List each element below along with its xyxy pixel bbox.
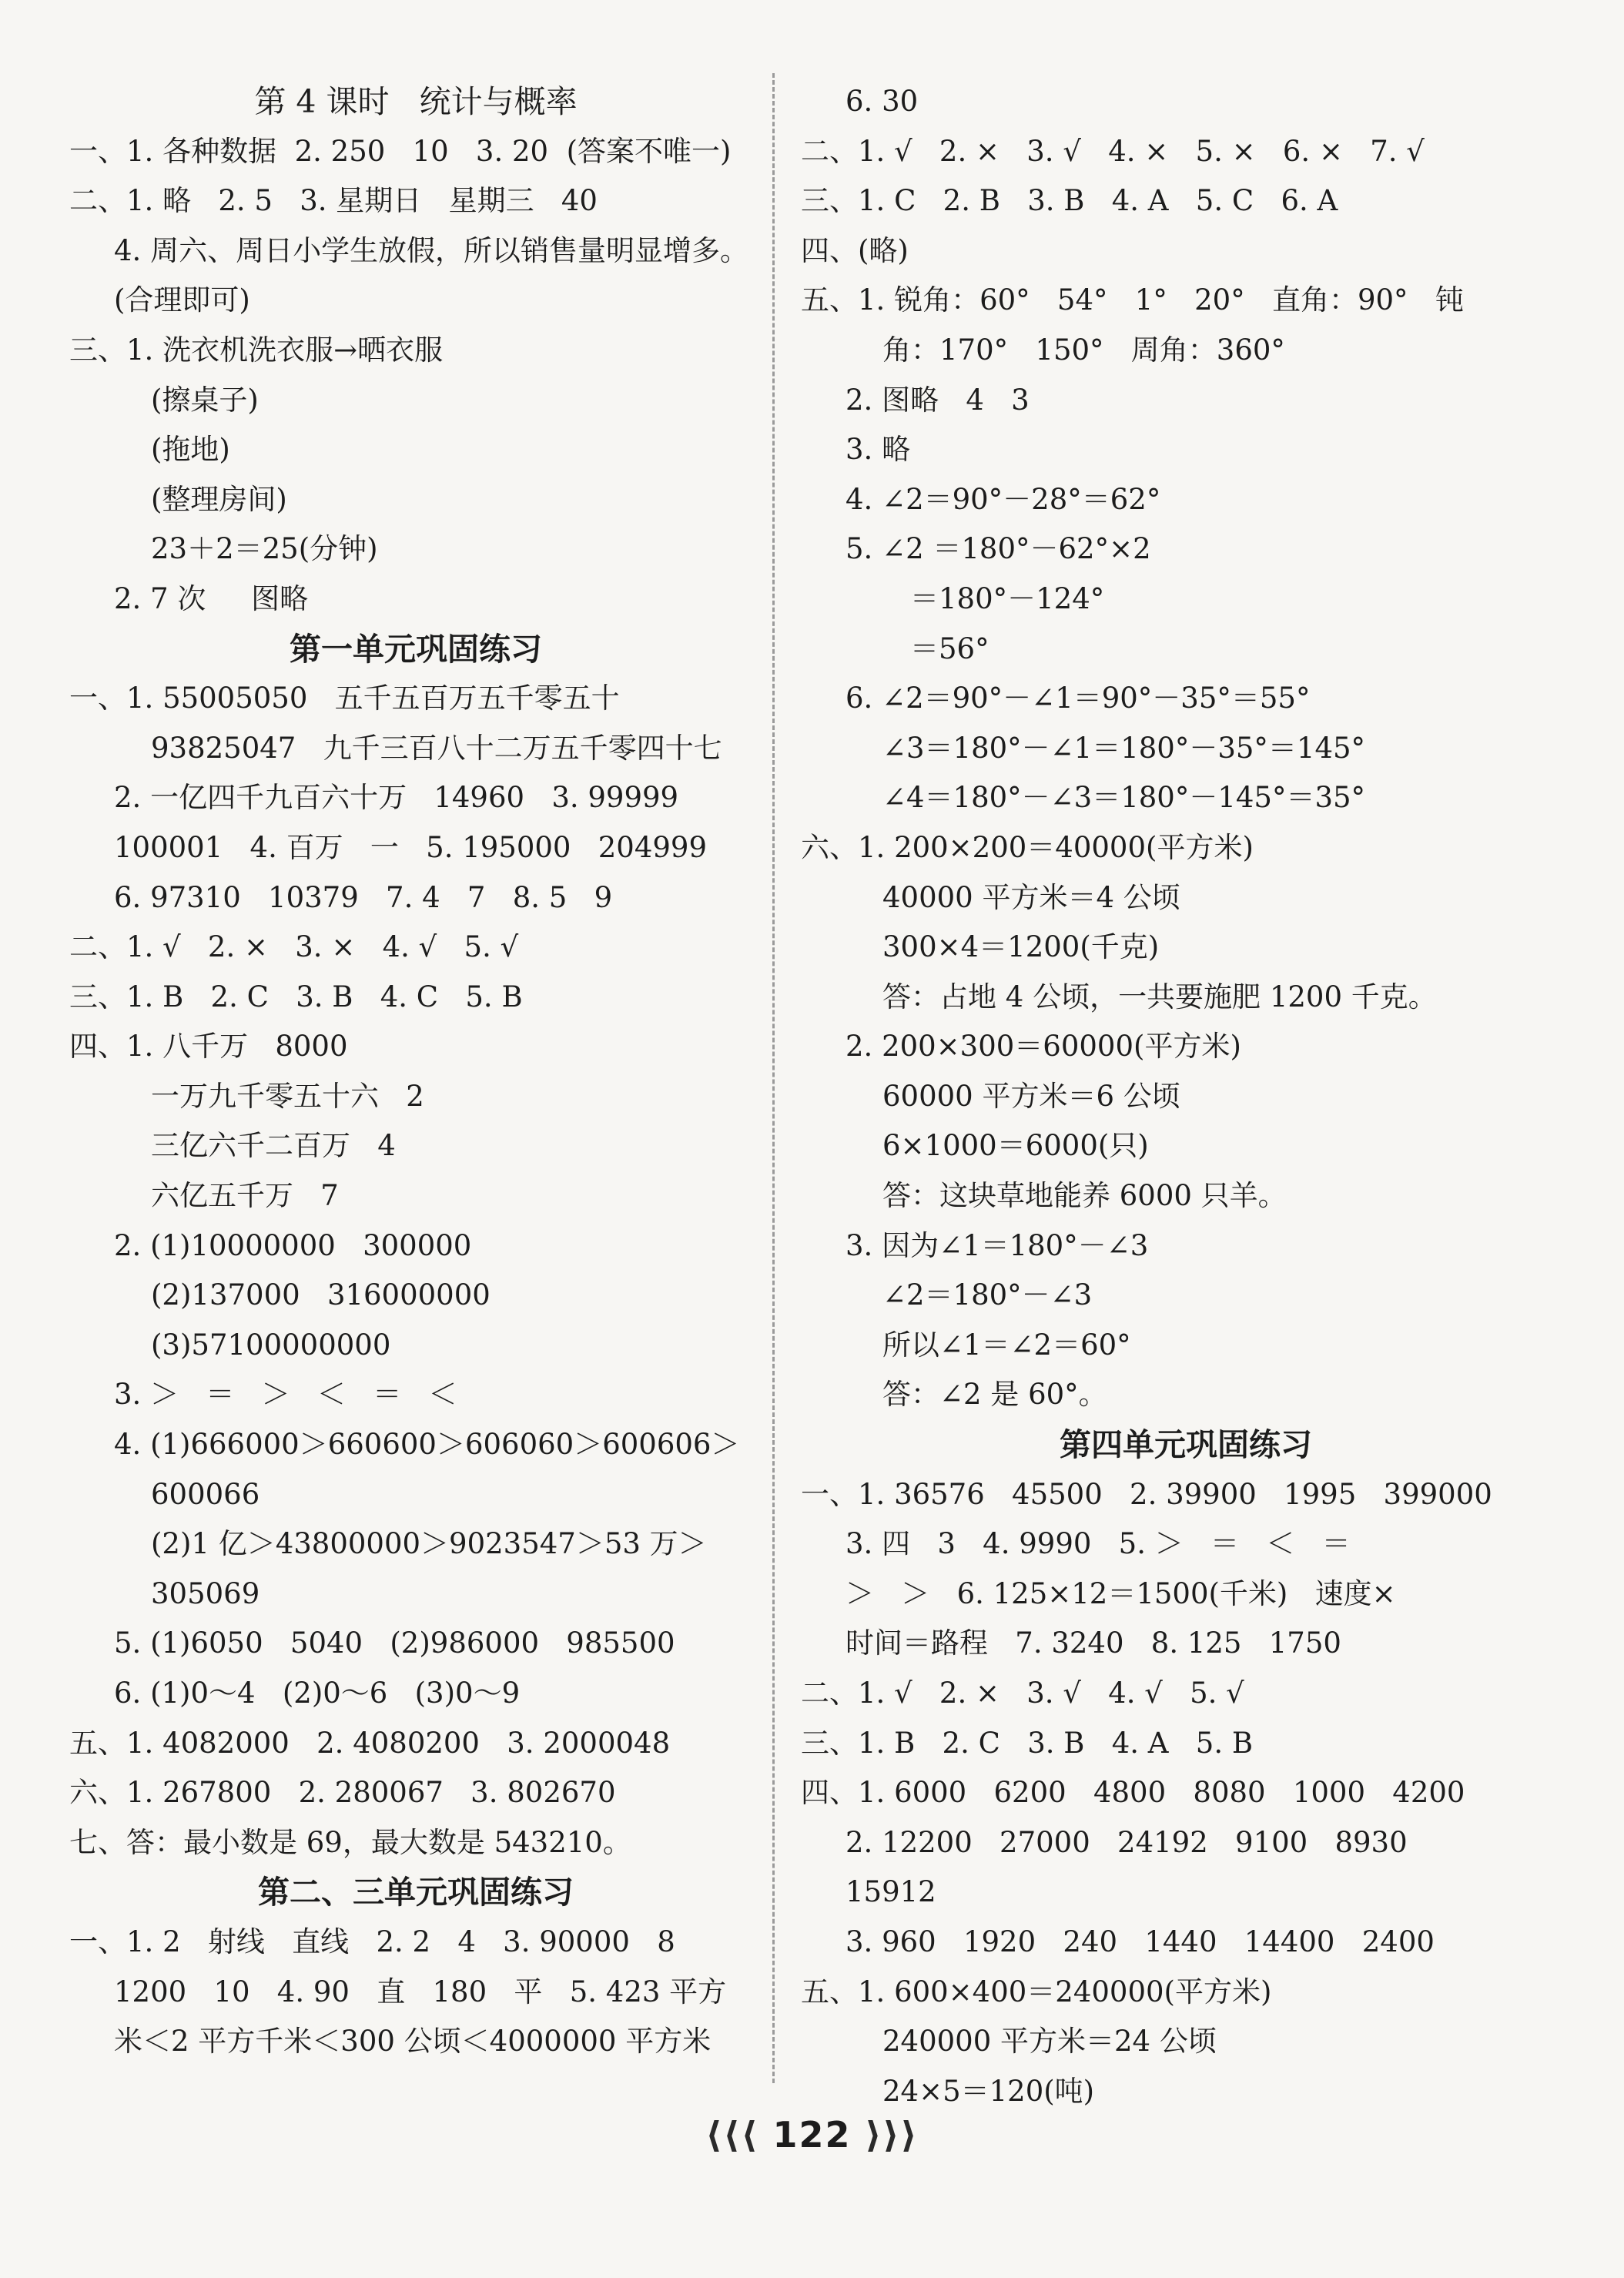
- left-column: [69, 77, 762, 2067]
- right-column: [801, 77, 1571, 2116]
- answer-line: 3. 略: [845, 433, 911, 467]
- answer-line: 一、1. 2 射线 直线 2. 2 4 3. 90000 8: [69, 1925, 675, 1958]
- answer-line: 5. (1)6050 5040 (2)986000 985500: [114, 1626, 675, 1660]
- answer-line: 四、1. 八千万 8000: [69, 1030, 348, 1064]
- answer-line: 七、答：最小数是 69，最大数是 543210。: [69, 1825, 631, 1859]
- answer-line: ∠2＝180°－∠3: [882, 1278, 1093, 1312]
- answer-line: 15912: [845, 1875, 936, 1909]
- answer-line: ＝180°－124°: [910, 581, 1105, 615]
- answer-line: 二、1. √ 2. × 3. √ 4. √ 5. √: [801, 1677, 1244, 1710]
- answer-line: 5. ∠2 ＝180°－62°×2: [845, 532, 1151, 566]
- answer-line: (3)57100000000: [151, 1328, 391, 1362]
- answer-line: (2)137000 316000000: [151, 1278, 491, 1312]
- answer-line: 三、1. B 2. C 3. B 4. C 5. B: [69, 980, 523, 1013]
- answer-line: ＞ ＞ 6. 125×12＝1500(千米) 速度×: [845, 1576, 1396, 1610]
- answer-line: 23＋2＝25(分钟): [151, 532, 378, 566]
- answer-line: 一、1. 55005050 五千五百万五千零五十: [69, 682, 620, 715]
- answer-line: 4. (1)666000＞660600＞606060＞600606＞: [114, 1428, 740, 1462]
- answer-line: 五、1. 锐角：60° 54° 1° 20° 直角：90° 钝: [801, 283, 1464, 317]
- answer-line: 答：占地 4 公顷，一共要施肥 1200 千克。: [882, 980, 1437, 1013]
- left-chevrons-icon: ⟨⟨⟨: [705, 2114, 759, 2156]
- answer-line: 300×4＝1200(千克): [882, 930, 1160, 964]
- right-chevrons-icon: ⟩⟩⟩: [865, 2114, 919, 2156]
- answer-line: 40000 平方米＝4 公顷: [882, 880, 1180, 914]
- answer-line: 305069: [151, 1576, 260, 1610]
- page-number-footer: [0, 2114, 1624, 2176]
- answer-line: 6×1000＝6000(只): [882, 1129, 1149, 1163]
- answer-line: (合理即可): [114, 283, 250, 317]
- answer-line: 四、1. 6000 6200 4800 8080 1000 4200: [801, 1776, 1465, 1810]
- answer-line: 3. 四 3 4. 9990 5. ＞ ＝ ＜ ＝: [845, 1527, 1351, 1561]
- page-number: 122: [772, 2114, 852, 2156]
- answer-line: 6. ∠2＝90°－∠1＝90°－35°＝55°: [845, 682, 1311, 715]
- answer-line: 一、1. 36576 45500 2. 39900 1995 399000: [801, 1477, 1492, 1511]
- answer-line: 3. 960 1920 240 1440 14400 2400: [845, 1925, 1435, 1958]
- answer-line: ∠4＝180°－∠3＝180°－145°＝35°: [882, 781, 1366, 815]
- answer-line: 4. 周六、周日小学生放假，所以销售量明显增多。: [114, 233, 749, 267]
- column-divider: [772, 73, 775, 2083]
- answer-line: 米＜2 平方千米＜300 公顷＜4000000 平方米: [114, 2025, 712, 2059]
- section-title: 第二、三单元巩固练习: [258, 1874, 574, 1911]
- answer-line: 所以∠1＝∠2＝60°: [882, 1328, 1131, 1362]
- section-title: 第一单元巩固练习: [290, 630, 542, 668]
- answer-line: 100001 4. 百万 一 5. 195000 204999: [114, 830, 707, 864]
- answer-line: 24×5＝120(吨): [882, 2074, 1095, 2108]
- answer-line: 六、1. 200×200＝40000(平方米): [801, 830, 1254, 864]
- answer-line: 三亿六千二百万 4: [151, 1129, 396, 1163]
- answer-line: 60000 平方米＝6 公顷: [882, 1079, 1180, 1113]
- answer-line: 2. 图略 4 3: [845, 383, 1030, 417]
- answer-line: 3. ＞ ＝ ＞ ＜ ＝ ＜: [114, 1378, 457, 1412]
- answer-line: 六、1. 267800 2. 280067 3. 802670: [69, 1776, 616, 1810]
- answer-line: 二、1. √ 2. × 3. × 4. √ 5. √: [69, 930, 519, 964]
- answer-line: 6. 30: [845, 85, 919, 118]
- answer-line: 六亿五千万 7: [151, 1179, 339, 1213]
- answer-line: 2. 7 次 图略: [114, 581, 309, 615]
- answer-line: 一万九千零五十六 2: [151, 1079, 424, 1113]
- answer-line: 6. 97310 10379 7. 4 7 8. 5 9: [114, 880, 613, 914]
- answer-line: ＝56°: [910, 631, 989, 665]
- answer-line: 三、1. C 2. B 3. B 4. A 5. C 6. A: [801, 184, 1338, 218]
- answer-line: 答：∠2 是 60°。: [882, 1378, 1107, 1412]
- answer-line: 2. 200×300＝60000(平方米): [845, 1030, 1241, 1064]
- answer-line: 五、1. 600×400＝240000(平方米): [801, 1975, 1272, 2008]
- answer-line: 2. 12200 27000 24192 9100 8930: [845, 1825, 1408, 1859]
- answer-line: (整理房间): [151, 482, 287, 516]
- answer-line: 3. 因为∠1＝180°－∠3: [845, 1228, 1149, 1262]
- section-title: 第四单元巩固练习: [1060, 1426, 1312, 1464]
- answer-line: (擦桌子): [151, 383, 259, 417]
- answer-line: (2)1 亿＞43800000＞9023547＞53 万＞: [151, 1527, 707, 1561]
- answer-line: 三、1. 洗衣机洗衣服→晒衣服: [69, 333, 444, 367]
- answer-line: 时间＝路程 7. 3240 8. 125 1750: [845, 1626, 1341, 1660]
- answer-line: 93825047 九千三百八十二万五千零四十七: [151, 731, 722, 765]
- answer-line: 6. (1)0～4 (2)0～6 (3)0～9: [114, 1677, 521, 1710]
- answer-line: 1200 10 4. 90 直 180 平 5. 423 平方: [114, 1975, 727, 2008]
- answer-line: 角：170° 150° 周角：360°: [882, 333, 1285, 367]
- answer-line: 四、(略): [801, 233, 909, 267]
- answer-line: 二、1. √ 2. × 3. √ 4. × 5. × 6. × 7. √: [801, 134, 1425, 168]
- answer-line: 答：这块草地能养 6000 只羊。: [882, 1179, 1287, 1213]
- answer-line: 二、1. 略 2. 5 3. 星期日 星期三 40: [69, 184, 598, 218]
- answer-line: 2. 一亿四千九百六十万 14960 3. 99999: [114, 781, 679, 815]
- answer-line: 五、1. 4082000 2. 4080200 3. 2000048: [69, 1726, 671, 1760]
- section-title: 第 4 课时 统计与概率: [254, 83, 578, 120]
- answer-line: 600066: [151, 1477, 260, 1511]
- answer-line: ∠3＝180°－∠1＝180°－35°＝145°: [882, 731, 1366, 765]
- answer-line: (拖地): [151, 433, 230, 467]
- answer-line: 三、1. B 2. C 3. B 4. A 5. B: [801, 1726, 1254, 1760]
- answer-line: 240000 平方米＝24 公顷: [882, 2025, 1217, 2059]
- answer-line: 一、1. 各种数据 2. 250 10 3. 20 (答案不唯一): [69, 134, 732, 168]
- answer-line: 4. ∠2＝90°－28°＝62°: [845, 482, 1161, 516]
- answer-line: 2. (1)10000000 300000: [114, 1228, 472, 1262]
